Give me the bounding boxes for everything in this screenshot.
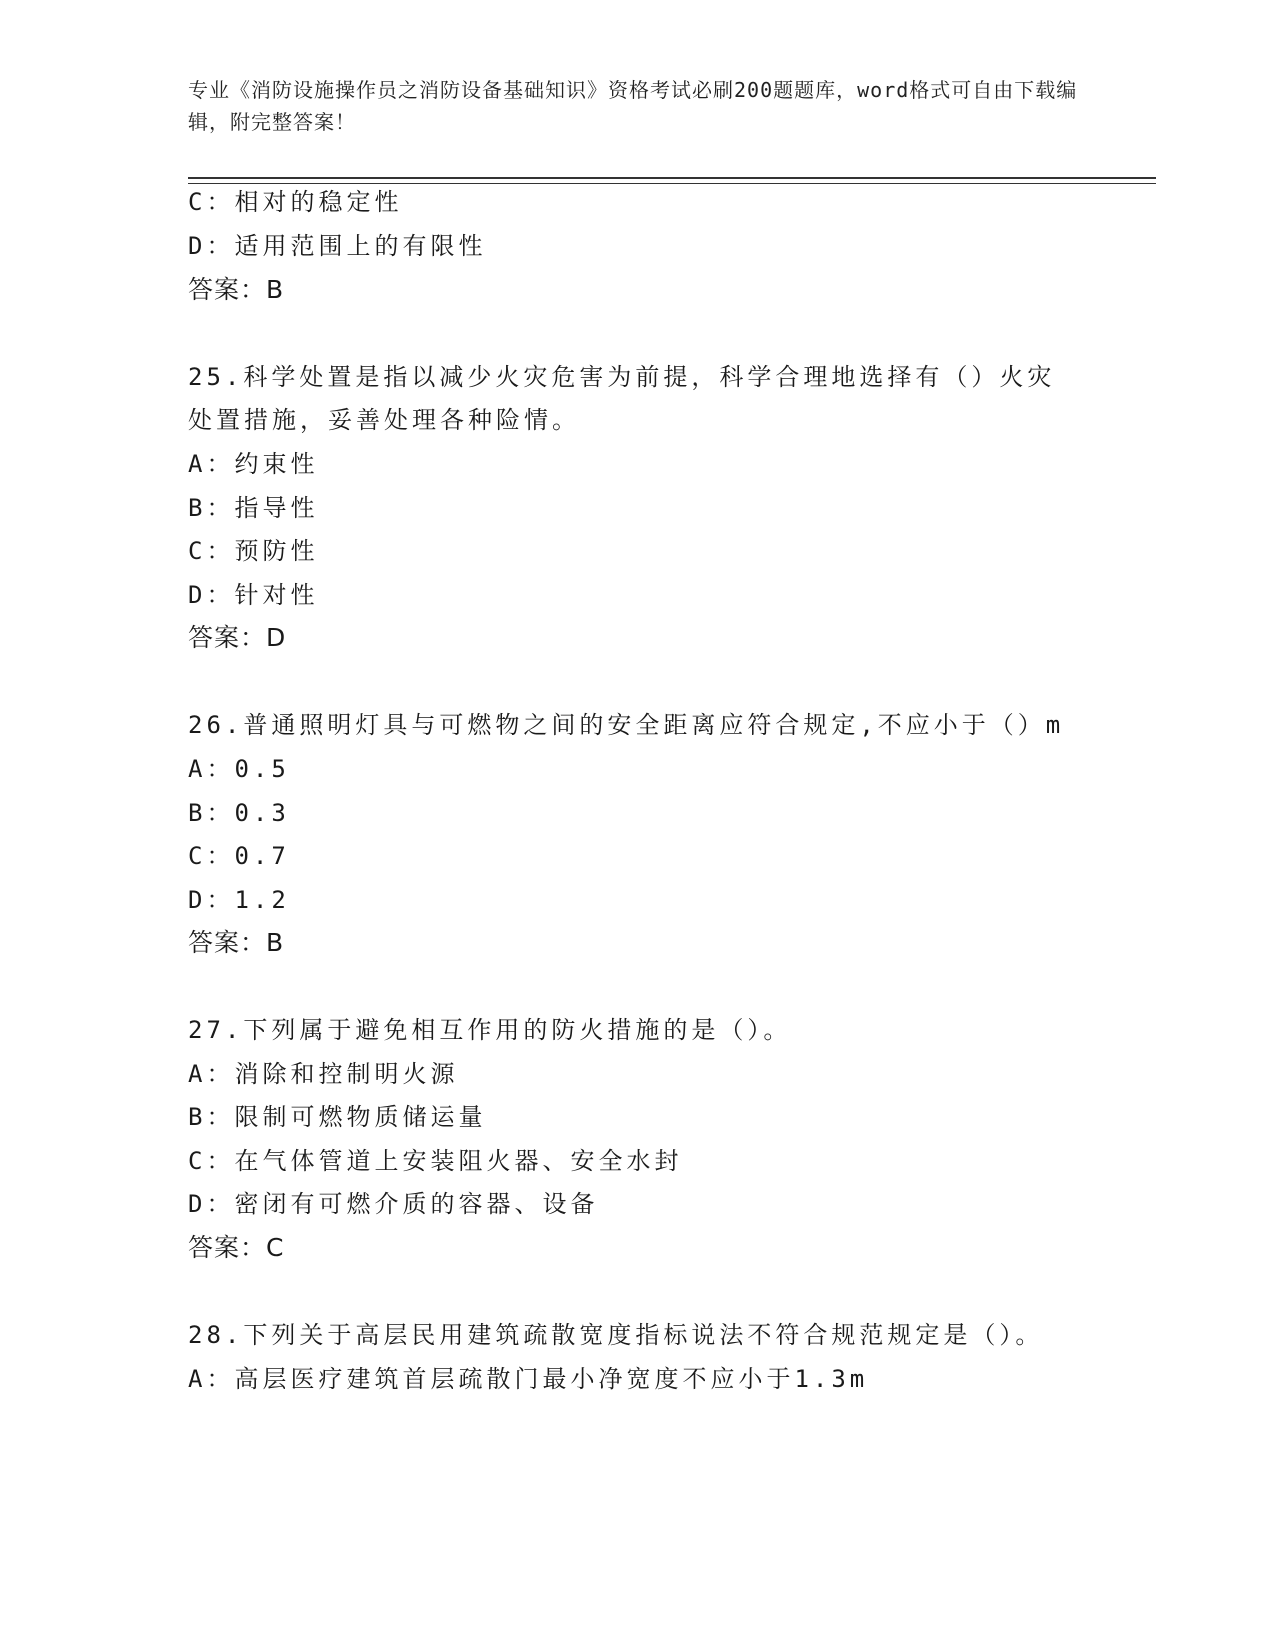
option-c: C：相对的稳定性 (188, 188, 403, 216)
option-d: D：针对性 (188, 581, 319, 609)
question-stem: 28.下列关于高层民用建筑疏散宽度指标说法不符合规范规定是（）。 (188, 1321, 1044, 1349)
question-stem: 27.下列属于避免相互作用的防火措施的是（）。 (188, 1016, 792, 1044)
answer-line: 答案：C (188, 1233, 285, 1262)
answer-line: 答案：B (188, 275, 285, 304)
document-header: 专业《消防设施操作员之消防设备基础知识》资格考试必刷200题题库，word格式可自由下载编辑，附完整答案！ (188, 78, 1078, 134)
question-stem-continued: 处置措施，妥善处理各种险情。 (188, 406, 580, 434)
option-d: D：密闭有可燃介质的容器、设备 (188, 1190, 599, 1218)
header-divider-thin (188, 183, 1156, 184)
option-a: A：高层医疗建筑首层疏散门最小净宽度不应小于1.3m (188, 1365, 869, 1393)
option-c: C：预防性 (188, 537, 319, 565)
option-b: B：0.3 (188, 799, 290, 827)
option-c: C：在气体管道上安装阻火器、安全水封 (188, 1147, 683, 1175)
answer-line: 答案：B (188, 928, 285, 957)
question-stem: 26.普通照明灯具与可燃物之间的安全距离应符合规定,不应小于（）m (188, 711, 1065, 739)
option-b: B：限制可燃物质储运量 (188, 1103, 487, 1131)
option-d: D：适用范围上的有限性 (188, 232, 487, 260)
option-a: A：约束性 (188, 450, 319, 478)
option-a: A：消除和控制明火源 (188, 1060, 459, 1088)
question-stem: 25.科学处置是指以减少火灾危害为前提，科学合理地选择有（）火灾 (188, 363, 1056, 391)
option-d: D：1.2 (188, 886, 290, 914)
option-c: C：0.7 (188, 842, 290, 870)
option-a: A：0.5 (188, 755, 290, 783)
header-divider-thick (188, 177, 1156, 179)
answer-line: 答案：D (188, 623, 287, 652)
option-b: B：指导性 (188, 494, 319, 522)
